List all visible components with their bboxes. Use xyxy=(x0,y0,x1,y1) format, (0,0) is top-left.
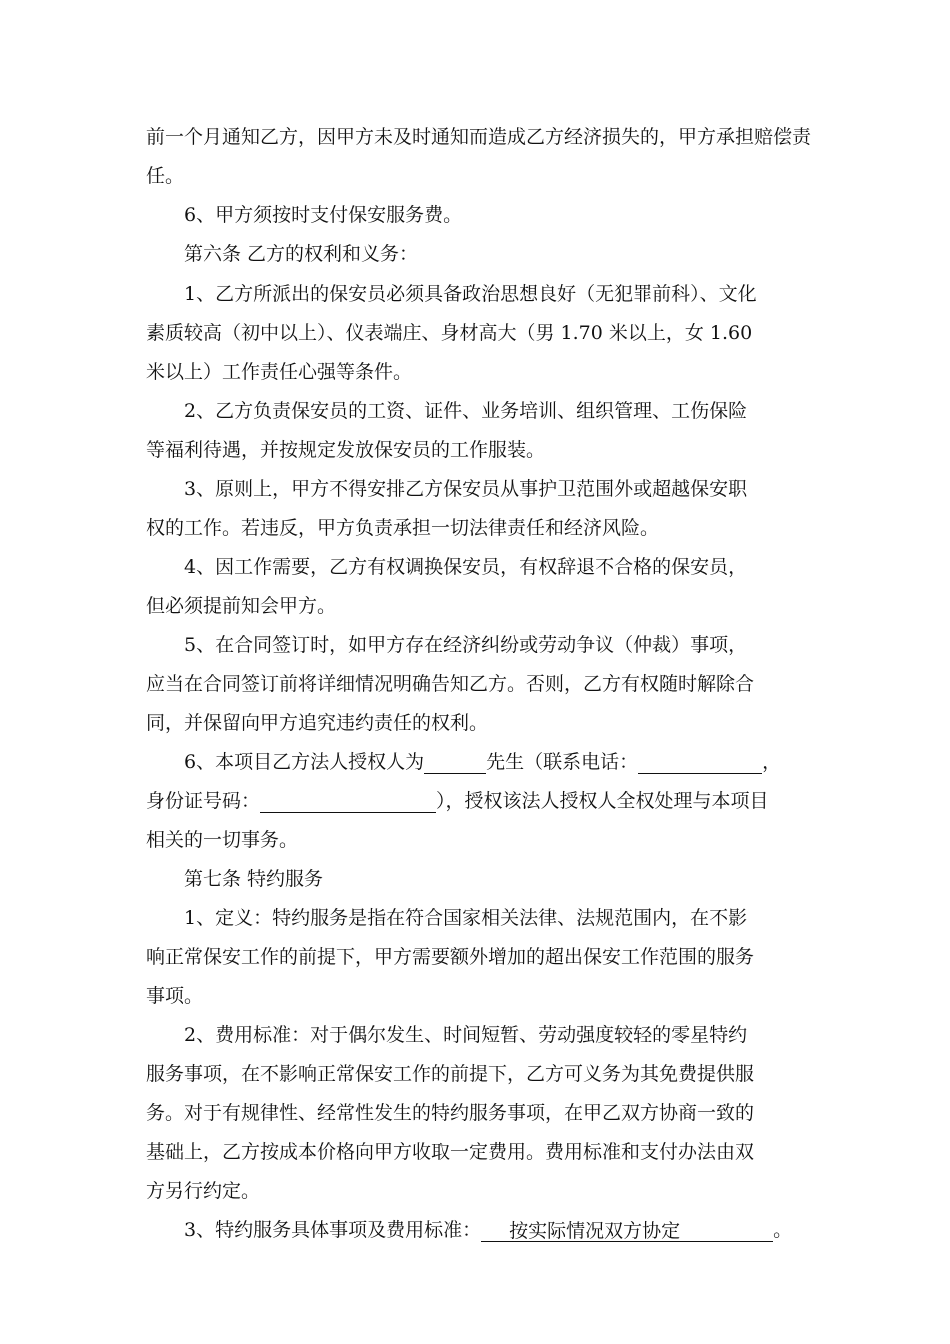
text-line: 2、乙方负责保安员的工资、证件、业务培训、组织管理、工伤保险 xyxy=(184,400,748,422)
text-line: 米以上）工作责任心强等条件。 xyxy=(146,361,413,383)
text-span: 身份证号码： xyxy=(146,790,261,812)
text-span: 3、特约服务具体事项及费用标准： xyxy=(184,1219,482,1241)
text-line: 务。对于有规律性、经常性发生的特约服务事项，在甲乙双方协商一致的 xyxy=(146,1102,755,1124)
text-line: 权的工作。若违反，甲方负责承担一切法律责任和经济风险。 xyxy=(146,517,660,539)
phone-blank[interactable] xyxy=(638,751,762,774)
text-line: 素质较高（初中以上）、仪表端庄、身材高大（男 1.70 米以上，女 1.60 xyxy=(146,322,753,344)
id-number-blank[interactable] xyxy=(260,790,436,813)
text-line: 响正常保安工作的前提下，甲方需要额外增加的超出保安工作范围的服务 xyxy=(146,946,755,968)
text-line: 等福利待遇，并按规定发放保安员的工作服装。 xyxy=(146,439,546,461)
text-line: 2、费用标准：对于偶尔发生、时间短暂、劳动强度较轻的零星特约 xyxy=(184,1024,748,1046)
text-line: 服务事项，在不影响正常保安工作的前提下，乙方可义务为其免费提供服 xyxy=(146,1063,755,1085)
text-line: 基础上，乙方按成本价格向甲方收取一定费用。费用标准和支付办法由双 xyxy=(146,1141,755,1163)
article-6-heading: 第六条 乙方的权利和义务： xyxy=(184,243,419,265)
text-line: 相关的一切事务。 xyxy=(146,829,299,851)
name-blank[interactable] xyxy=(424,751,486,774)
text-span: ），授权该法人授权人全权处理与本项目 xyxy=(436,790,769,812)
text-line: 前一个月通知乙方，因甲方未及时通知而造成乙方经济损失的，甲方承担赔偿责 xyxy=(146,126,812,148)
article-7-heading: 第七条 特约服务 xyxy=(184,868,324,890)
text-line: 5、在合同签订时，如甲方存在经济纠纷或劳动争议（仲裁）事项， xyxy=(184,634,748,656)
authorized-person-line xyxy=(184,750,781,774)
text-line: 方另行约定。 xyxy=(146,1180,261,1202)
text-line: 任。 xyxy=(146,165,185,187)
text-span: 6、本项目乙方法人授权人为 xyxy=(184,751,425,773)
text-line: 3、原则上，甲方不得安排乙方保安员从事护卫范围外或超越保安职 xyxy=(184,478,748,500)
fee-standard-blank[interactable] xyxy=(481,1219,773,1242)
special-service-fee-line xyxy=(184,1218,792,1242)
text-line: 1、乙方所派出的保安员必须具备政治思想良好（无犯罪前科）、文化 xyxy=(184,283,757,305)
text-line: 同，并保留向甲方追究违约责任的权利。 xyxy=(146,712,489,734)
text-line: 但必须提前知会甲方。 xyxy=(146,595,337,617)
text-line: 1、定义：特约服务是指在符合国家相关法律、法规范围内，在不影 xyxy=(184,907,748,929)
text-line: 应当在合同签订前将详细情况明确告知乙方。否则，乙方有权随时解除合 xyxy=(146,673,755,695)
text-line: 事项。 xyxy=(146,985,204,1007)
text-span: 。 xyxy=(773,1219,793,1241)
id-number-line xyxy=(146,789,769,813)
text-line: 4、因工作需要，乙方有权调换保安员，有权辞退不合格的保安员， xyxy=(184,556,748,578)
fee-standard-value: 按实际情况双方协定 xyxy=(509,1220,681,1242)
text-span: 先生（联系电话： xyxy=(486,751,639,773)
clause-6: 6、甲方须按时支付保安服务费。 xyxy=(184,204,463,226)
text-span: ， xyxy=(762,751,782,773)
